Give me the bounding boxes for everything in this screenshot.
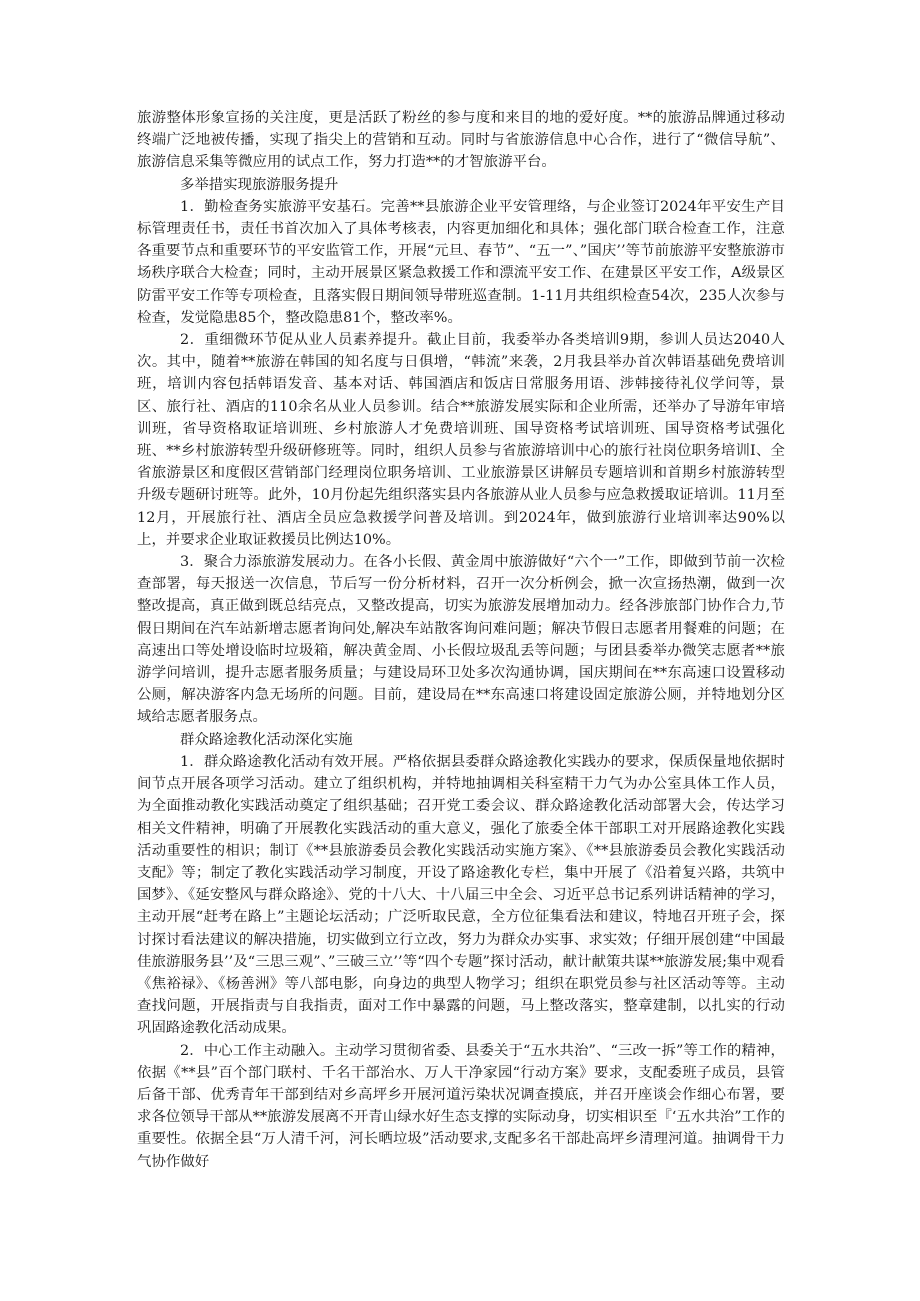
paragraph-intro: 旅游整体形象宣扬的关注度，更是活跃了粉丝的参与度和来目的地的爱好度。**的旅游品牌通过移动终端广泛地被传播，实现了指尖上的营销和互动。同时与省旅游信息中心合作，进行了“微信导航”、旅游信息采集等微应用的试点工作，努力打造**的才智旅游平台。 [137, 110, 785, 171]
section-heading-mass-line: 群众路途教化活动深化实施 [180, 731, 353, 748]
paragraph-mass-line-activity: 1．群众路途教化活动有效开展。严格依据县委群众路途教化实践办的要求，保质保量地依据时间节点开展各项学习活动。建立了组织机构，并特地抽调相关科室精干力气为办公室具体工作人员，为全面推动教化实践活动奠定了组织基础；召开党工委会议、群众路途教化活动部署大会，传达学习相关文件精神，明确了开展教化实践活动的重大意义，强化了旅委全体干部职工对开展路途教化实践活动重要性的相识；制订《**县旅游委员会教化实践活动实施方案》、《**县旅游委员会教化实践活动支配》等；制定了教化实践活动学习制度，开设了路途教化专栏，集中开展了《沿着复兴路，共筑中国梦》、《延安整风与群众路途》、党的十八大、十八届三中全会、习近平总书记系列讲话精神的学习，主动开展“赶考在路上”主题论坛活动；广泛听取民意，全方位征集看法和建议，特地召开班子会，探讨探讨看法建议的解决措施，切实做到立行立改，努力为群众办实事、求实效；仔细开展创建“中国最佳旅游服务县’’及“三思三观”、”三破三立’’等“四个专题”探讨活动，献计献策共谋**旅游发展;集中观看《焦裕禄》、《杨善洲》等八部电影，向身边的典型人物学习；组织在职党员参与社区活动等等。主动查找问题，开展指责与自我指责，面对工作中暴露的问题，马上整改落实，整章建制，以扎实的行动巩固路途教化活动成果。 [137, 753, 785, 1037]
paragraph-central-work: 2．中心工作主动融入。主动学习贯彻省委、县委关于“五水共治”、“三改一拆”等工作的精神，依据《**县”百个部门联村、千名干部治水、万人干净家园“行动方案》要求，支配委班子成员，县管后备干部、优秀青年干部到结对乡高坪乡开展河道污染状况调查摸底，并召开座谈会作细心布署，要求各位领导干部从**旅游发展离不开青山绿水好生态支撑的实际动身，切实相识至『‘五水共治”工作的重要性。依据全县“万人清千河，河长晒垃圾”活动要求,支配多名干部赴高坪乡清理河道。抽调骨干力气协作做好 [137, 1042, 785, 1170]
paragraph-development-momentum: 3．聚合力添旅游发展动力。在各小长假、黄金周中旅游做好“六个一”工作，即做到节前一次检查部署，每天报送一次信息，节后写一份分析材料，召开一次分析例会，掀一次宣扬热潮，做到一次整改提高，真正做到既总结亮点，又整改提高，切实为旅游发展增加动力。经各涉旅部门协作合力,节假日期间在汽车站新增志愿者询问处,解决车站散客询问难问题；解决节假日志愿者用餐难的问题；在高速出口等处增设临时垃圾箱，解决黄金周、小长假垃圾乱丢等问题；与团县委举办微笑志愿者**旅游学问培训，提升志愿者服务质量；与建设局环卫处多次沟通协调，国庆期间在**东高速口设置移动公厕，解决游客内急无场所的问题。目前，建设局在**东高速口将建设固定旅游公厕，并特地划分区域给志愿者服务点。 [137, 554, 785, 726]
document-page [137, 107, 785, 1173]
paragraph-staff-training: 2．重细微环节促从业人员素养提升。截止目前，我委举办各类培训9期，参训人员达2040人次。其中，随着**旅游在韩国的知名度与日俱增，“韩流”来袭，2月我县举办首次韩语基础免费培训班，培训内容包括韩语发音、基本对话、韩国酒店和饭店日常服务用语、涉韩接待礼仪学问等，景区、旅行社、酒店的110余名从业人员参训。结合**旅游发展实际和企业所需，还举办了导游年审培训班，省导资格取证培训班、乡村旅游人才免费培训班、国导资格考试培训班、国导资格考试强化班、**乡村旅游转型升级研修班等。同时，组织人员参与省旅游培训中心的旅行社岗位职务培训I、全省旅游景区和度假区营销部门经理岗位职务培训、工业旅游景区讲解员专题培训和首期乡村旅游转型升级专题研讨班等。此外，10月份起先组织落实县内各旅游从业人员参与应急救援取证培训。11月至12月，开展旅行社、酒店全员应急救援学问普及培训。到2024年，做到旅游行业培训率达90%以上，并要求企业取证救援员比例达10%。 [137, 332, 785, 548]
section-heading-service: 多举措实现旅游服务提升 [180, 176, 339, 193]
paragraph-safety-inspection: 1．勤检查务实旅游平安基石。完善**县旅游企业平安管理络，与企业签订2024年平安生产目标管理责任书，责任书首次加入了具体考核表，内容更加细化和具体；强化部门联合检查工作，注意各重要节点和重要环节的平安监管工作，开展“元旦、春节”、“五一”、”国庆’’等节前旅游平安整旅游市场秩序联合大检查；同时，主动开展景区紧急救援工作和漂流平安工作、在建景区平安工作，A级景区防雷平安工作等专项检查，且落实假日期间领导带班巡查制。1-11月共组织检查54次，235人次参与检查，发觉隐患85个，整改隐患81个，整改率%。 [137, 198, 785, 326]
